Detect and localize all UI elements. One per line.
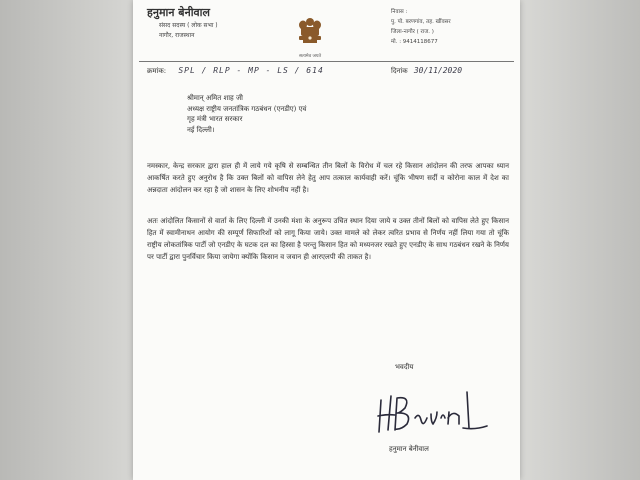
recipient-address (187, 93, 306, 135)
letterhead-place: नागौर, राजस्थान (159, 32, 195, 39)
mobile-number: मो. : 9414118677 (391, 39, 438, 45)
handwritten-signature (375, 388, 495, 438)
reference-row (147, 66, 324, 76)
letterhead-left (147, 5, 218, 40)
emblem-caption: सत्यमेव जयते (298, 54, 322, 59)
residence-label: निवास : (391, 9, 408, 15)
reference-number: SPL / RLP - MP - LS / 614 (178, 66, 324, 75)
reference-label: क्रमांक: (147, 67, 167, 75)
national-emblem (296, 16, 324, 59)
background-right (520, 0, 640, 480)
letterhead-name: हनुमान बेनीवाल (147, 6, 210, 19)
signatory-name: हनुमान बेनीवाल (389, 445, 429, 453)
background-left (0, 0, 133, 480)
date-value: 30/11/2020 (413, 66, 463, 75)
letterhead-right (391, 7, 451, 47)
letterhead-designation: संसद सदस्य ( लोक सभा ) (159, 22, 218, 29)
letter-page (133, 0, 520, 480)
recipient-line: श्रीमान् अमित शाह जी (187, 94, 243, 102)
closing-salutation: भवदीय (395, 363, 414, 371)
date-label: दिनांक (391, 67, 408, 75)
recipient-line: गृह मंत्री भारत सरकार (187, 115, 243, 123)
recipient-line: अध्यक्ष राष्ट्रीय जनतांत्रिक गठबंधन (एनडीए) एवं (187, 104, 307, 113)
header-divider (139, 61, 514, 62)
address-line-2: जिला-नागौर ( राज. ) (391, 29, 434, 35)
date-row (391, 66, 462, 76)
address-line-1: पु. पो. बरणगांव, तह. खींवसर (391, 19, 451, 25)
body-paragraph-2: अतः आंदोलित किसानों से वार्ता के लिए दिल्ली में उनकी मंशा के अनुरूप उचित स्थान दिया जाये व उक्त तीनों बिलों को वापिस लेते हुए किसान हित में स्वामीनाथन आयोग की सम्पूर्ण सिफारिशों को लागू किया जाये। उक्त मामले को लेकर त्वरित प्रभाव से निर्णय नहीं लिया गया तो चूंकि राष्ट्रीय लोकतांत्रिक पार्टी जो एनडीए के घटक दल का हिस्सा है परन्तु किसान हित को मध्यनजर रखते हुए एनडीए के साथ गठबंधन रखने के निर्णय पर पार्टी द्वारा पुनर्विचार किया जायेगा क्योंकि किसान व जवान ही आरएलपी की ताकत है। (147, 217, 509, 261)
body-paragraph-1: नमस्कार, केन्द्र सरकार द्वारा हाल ही में लाये गये कृषि से सम्बन्धित तीन बिलों के विरोध में चल रहे किसान आंदोलन की तरफ आपका ध्यान आकर्षित करते हुए अनुरोध है कि उक्त बिलों को वापिस लेने हेतु आप तत्काल कार्यवाही करें। चूंकि भीषण सर्दी व कोरोना काल में देश का अन्नदाता आंदोलन कर रहा है जो शासन के लिए शोभनीय नहीं है। (147, 162, 509, 194)
recipient-line: नई दिल्ली। (187, 125, 215, 134)
lion-capital-icon (296, 16, 324, 48)
